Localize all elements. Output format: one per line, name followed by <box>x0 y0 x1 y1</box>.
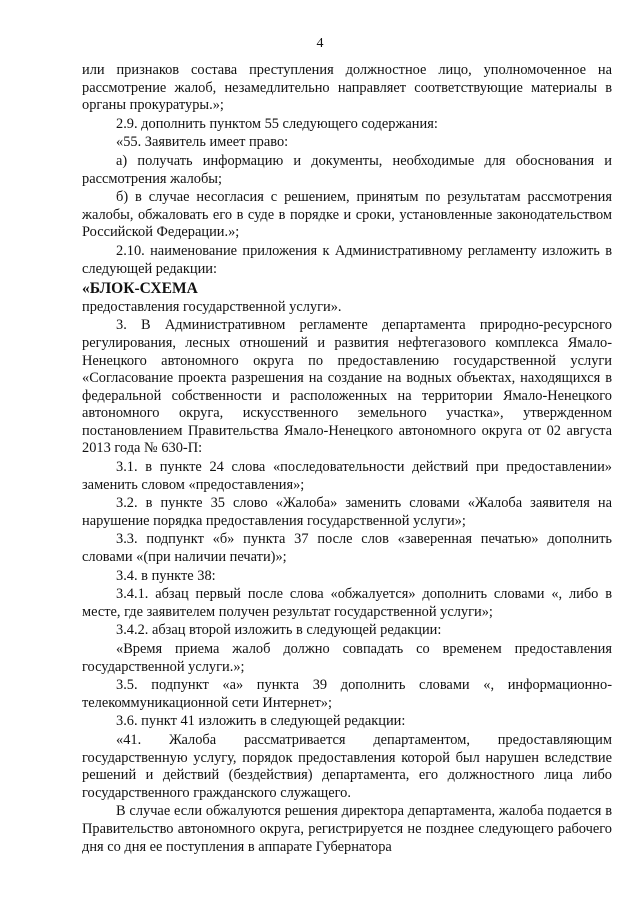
paragraph: б) в случае несогласия с решением, принятым по результатам рассмотрения жалобы, обжаловать его в суде в порядке и сроки, установленные законодательством Российской Федерации.»; <box>82 189 612 241</box>
paragraph: а) получать информацию и документы, необходимые для обоснования и рассмотрения жалобы; <box>82 152 612 187</box>
paragraph: 2.10. наименование приложения к Административному регламенту изложить в следующей редакции: <box>82 242 612 277</box>
paragraph: 3.5. подпункт «а» пункта 39 дополнить словами «, информационно-телекоммуникационной сети Интернет»; <box>82 677 612 711</box>
paragraph: «41. Жалоба рассматривается департаментом, предоставляющим государственную услугу, порядок предоставления которой был нарушен вследствие решений и действий (бездействия) департамента, его должностного лица либо государственного гражданского служащего. <box>82 731 612 801</box>
paragraph: «55. Заявитель имеет право: <box>116 134 289 151</box>
paragraph: В случае если обжалуются решения директора департамента, жалоба подается в Правительство автономного округа, регистрируется не позднее следующего рабочего дня со дня ее поступления в аппарате Губернатора <box>82 803 612 855</box>
paragraph: или признаков состава преступления должностное лицо, уполномоченное на рассмотрение жалоб, незамедлительно направляет соответствующие материалы в органы прокуратуры.»; <box>82 62 612 114</box>
paragraph: предоставления государственной услуги». <box>82 298 342 315</box>
paragraph: 2.9. дополнить пунктом 55 следующего содержания: <box>116 115 438 132</box>
paragraph: 3. В Административном регламенте департамента природно-ресурсного регулирования, лесных отношений и развития нефтегазового комплекса Ямало-Ненецкого автономного округа по предоставлению государственной услуги «Согласование проекта разрешения на создание на водных объектах, находящихся в федеральной собственности и расположенных на территории Ямало-Ненецкого автономного округа, искусственного земельного участка», утвержденном постановлением Правительства Ямало-Ненецкого автономного округа от 02 августа 2013 года № 630-П: <box>82 317 612 457</box>
paragraph: 3.4.1. абзац первый после слова «обжалуется» дополнить словами «, либо в месте, где заявителем получен результат государственной услуги»; <box>82 586 612 620</box>
paragraph: «Время приема жалоб должно совпадать со временем предоставления государственной услуги.»; <box>82 641 612 675</box>
section-heading: «БЛОК-СХЕМА <box>82 280 198 298</box>
paragraph: 3.6. пункт 41 изложить в следующей редакции: <box>116 713 406 730</box>
paragraph: 3.4. в пункте 38: <box>116 567 216 584</box>
paragraph: 3.4.2. абзац второй изложить в следующей редакции: <box>116 622 442 639</box>
paragraph: 3.3. подпункт «б» пункта 37 после слов «заверенная печатью» дополнить словами «(при наличии печати)»; <box>82 531 612 566</box>
document-body <box>82 62 612 857</box>
paragraph: 3.2. в пункте 35 слово «Жалоба» заменить словами «Жалоба заявителя на нарушение порядка предоставления государственной услуги»; <box>82 495 612 529</box>
page-number: 4 <box>316 36 324 51</box>
paragraph: 3.1. в пункте 24 слова «последовательности действий при предоставлении» заменить словом «предоставления»; <box>82 459 612 493</box>
